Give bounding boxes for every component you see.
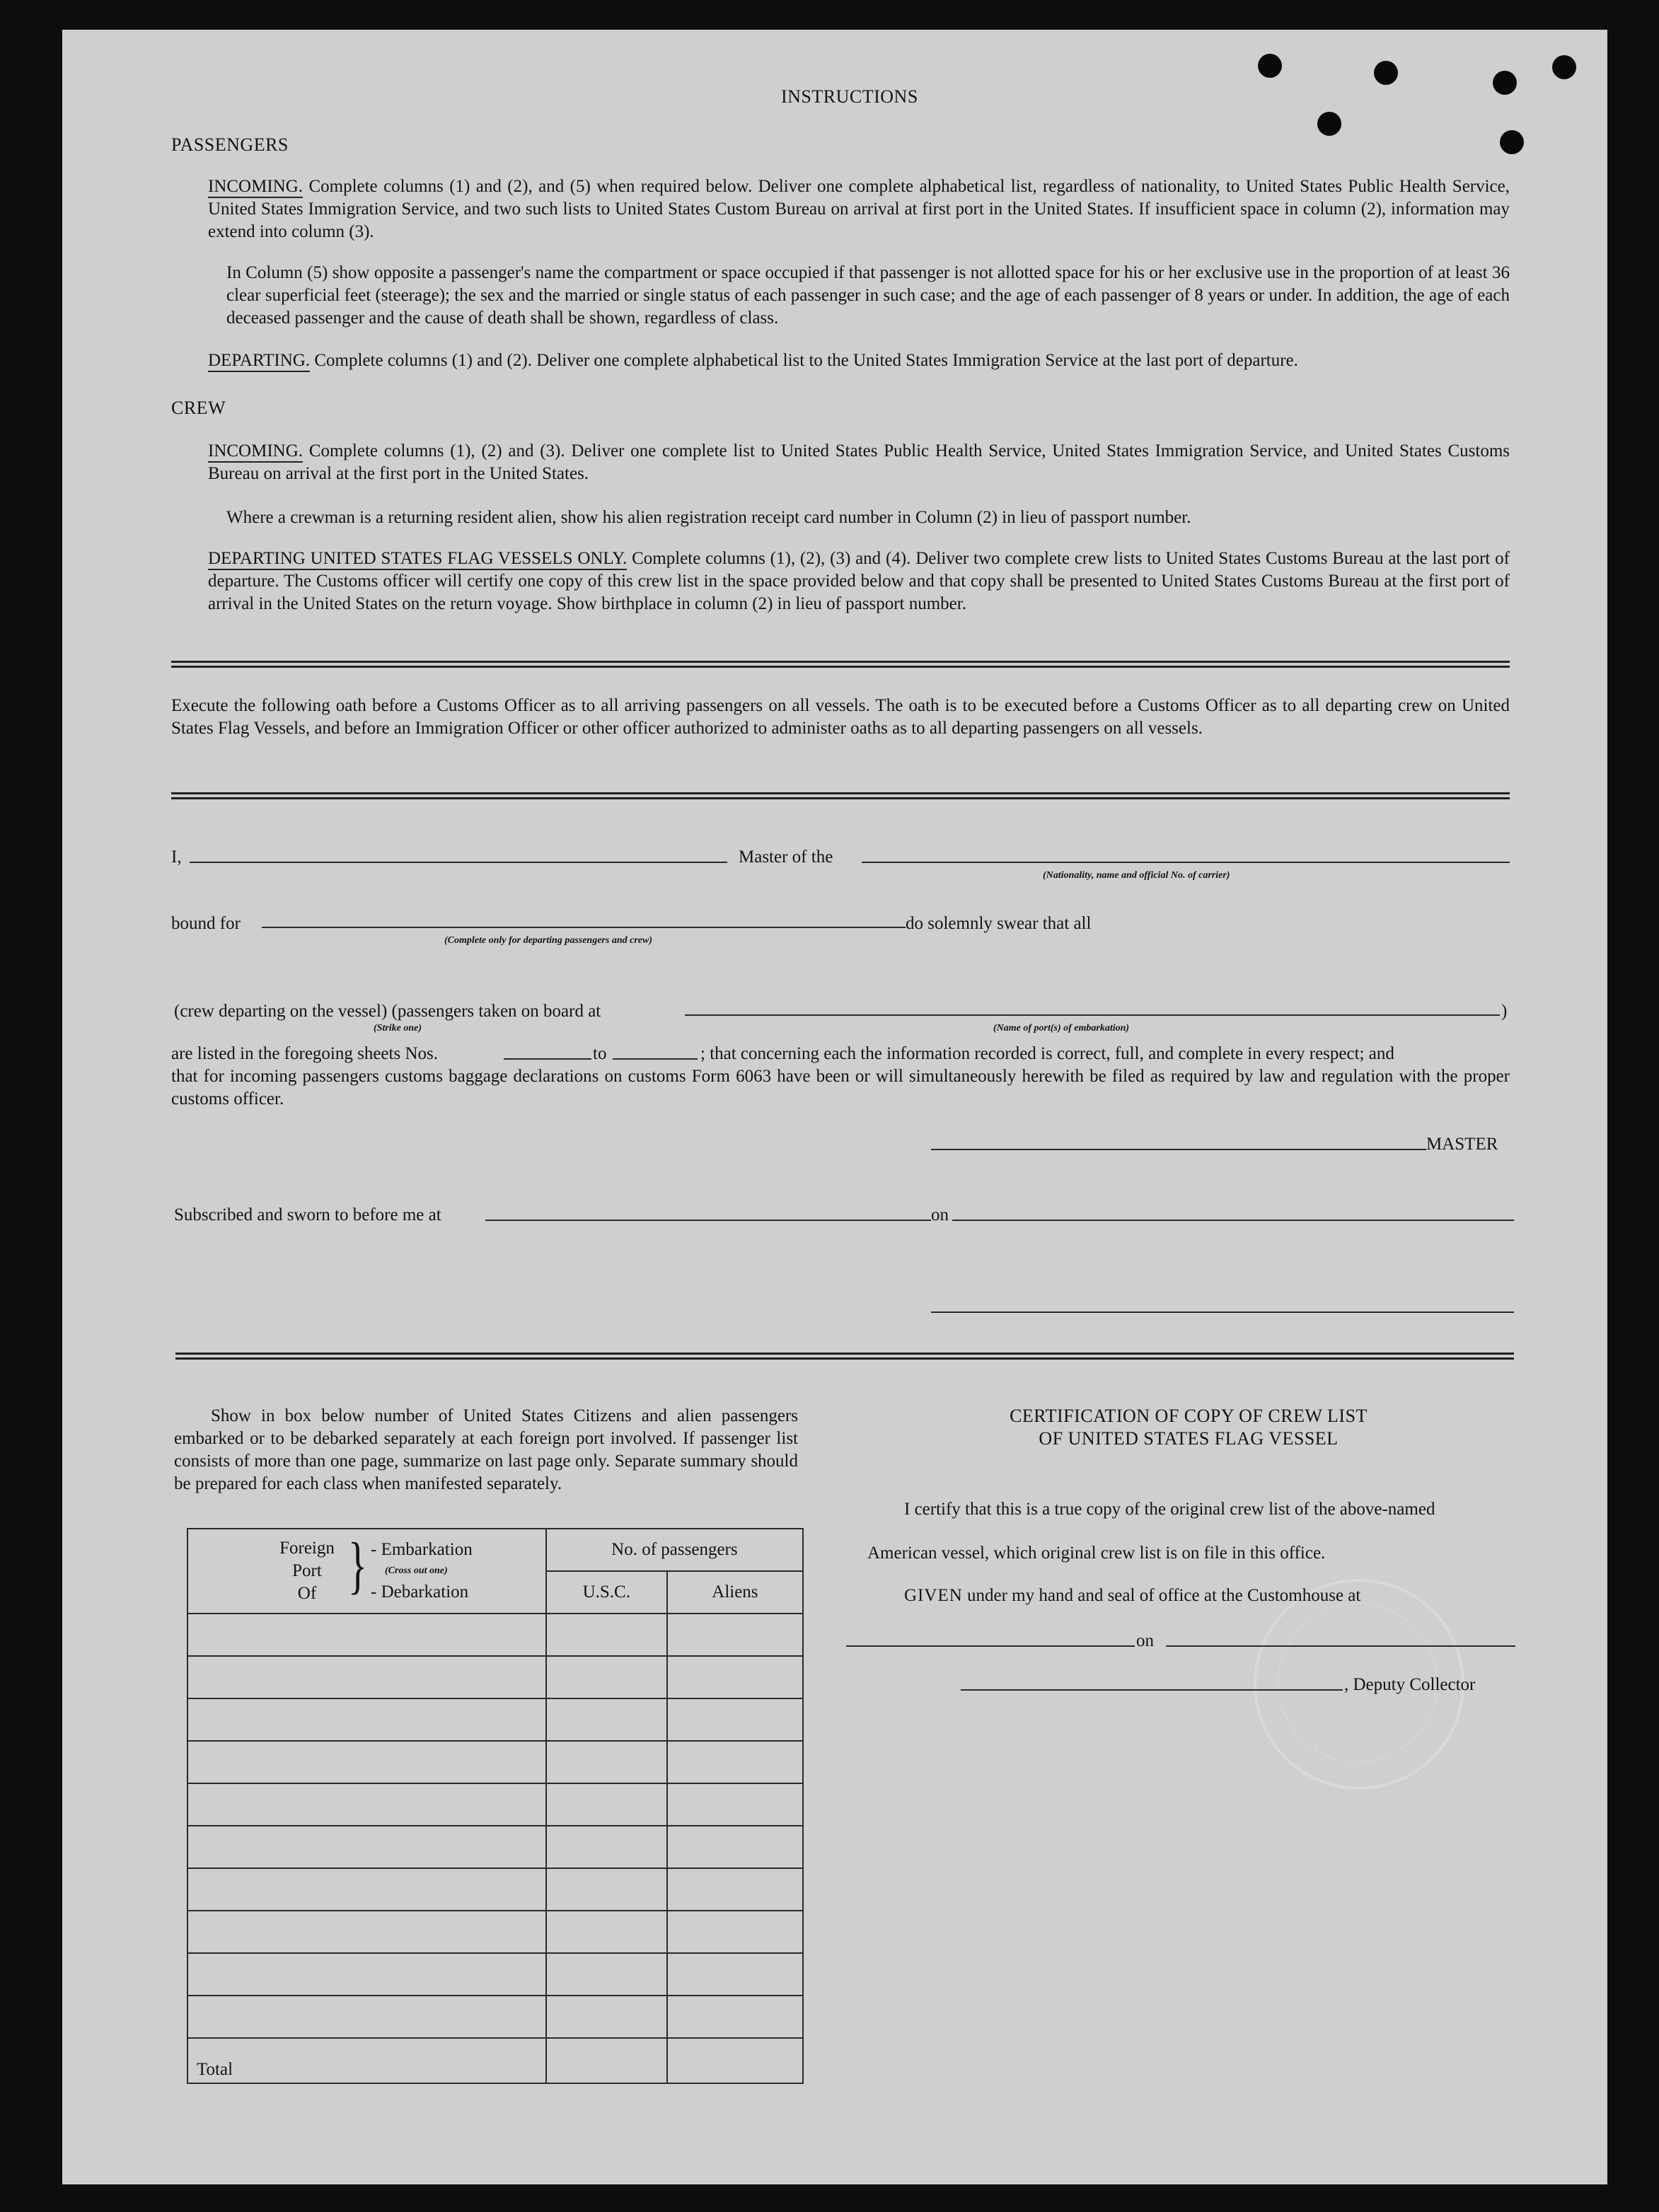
total-row — [187, 2038, 803, 2083]
master-of-label: Master of the — [739, 847, 833, 867]
punch-hole — [1258, 54, 1282, 78]
sheet-from-field[interactable] — [504, 1058, 591, 1060]
no-passengers-header: No. of passengers — [546, 1529, 803, 1571]
of-label: Of — [297, 1584, 317, 1603]
oath-intro: Execute the following oath before a Customs Officer as to all arriving passengers on all vessels. The oath is to be executed before a Customs Officer as to all departing crew on United States Flag Vessels, and before an Immigration Officer or other officer authorized to administer oaths as to all departing passengers on all vessels. — [171, 696, 1510, 738]
table-cell[interactable] — [546, 1826, 667, 1868]
passengers-incoming-paragraph — [208, 175, 1510, 243]
table-cell[interactable] — [187, 1953, 546, 1996]
table-cell[interactable] — [667, 1614, 803, 1656]
section-divider — [171, 661, 1510, 668]
table-cell[interactable] — [667, 1783, 803, 1826]
master-name-field[interactable] — [190, 862, 727, 863]
passengers-incoming-label: INCOMING. — [208, 177, 303, 198]
table-cell[interactable] — [667, 1868, 803, 1911]
table-cell[interactable] — [187, 1996, 546, 2038]
table-cell[interactable] — [546, 1911, 667, 1953]
certification-title — [828, 1405, 1549, 1450]
table-row — [187, 1911, 803, 1953]
crew-incoming-paragraph — [208, 440, 1510, 485]
officer-signature-field[interactable] — [931, 1311, 1514, 1313]
bound-for-field[interactable] — [262, 927, 906, 928]
punch-hole — [1500, 130, 1524, 154]
sworn-date-field[interactable] — [952, 1220, 1514, 1221]
table-row — [187, 1996, 803, 2038]
deputy-signature-field[interactable] — [961, 1689, 1343, 1691]
bound-for-label: bound for — [171, 914, 241, 933]
table-cell[interactable] — [667, 1698, 803, 1741]
crew-incoming-text: Complete columns (1), (2) and (3). Deliver one complete list to United States Public Health Service, United States Immigration Service, and United States Customs Bureau on arrival at the first port in the United States. — [208, 441, 1510, 483]
table-row — [187, 1698, 803, 1741]
total-label: Total — [187, 2038, 546, 2083]
master-signature-field[interactable] — [931, 1149, 1426, 1150]
table-cell[interactable] — [187, 1911, 546, 1953]
punch-hole — [1552, 55, 1576, 79]
table-cell[interactable] — [546, 1996, 667, 2038]
certify-date-field[interactable] — [1166, 1645, 1515, 1647]
table-cell[interactable] — [187, 1614, 546, 1656]
port-label: Port — [292, 1561, 322, 1580]
sworn-on-label: on — [931, 1205, 949, 1224]
punch-hole — [1493, 71, 1517, 95]
bound-caption: (Complete only for departing passengers and crew) — [444, 935, 652, 946]
total-aliens-cell[interactable] — [667, 2038, 803, 2083]
port-embarkation-field[interactable] — [685, 1014, 1500, 1016]
passengers-departing-text: Complete columns (1) and (2). Deliver one complete alphabetical list to the United States Immigration Service at the last port of departure. — [314, 351, 1298, 370]
passengers-heading: PASSENGERS — [171, 134, 289, 155]
table-cell[interactable] — [187, 1741, 546, 1783]
table-row — [187, 1614, 803, 1656]
debarkation-label: - Debarkation — [371, 1582, 469, 1602]
passengers-column5-paragraph: In Column (5) show opposite a passenger's name the compartment or space occupied if that passenger is not allotted space for his or her exclusive use in the proportion of at least 36 clear superficial feet (steerage); the sex and the married or single status of each passenger in such case; and the age of each passenger of 8 years or under. In addition, the age of each deceased passenger and the cause of death shall be shown, regardless of class. — [226, 263, 1510, 328]
crew-departing-paragraph — [208, 548, 1510, 615]
table-cell[interactable] — [546, 1953, 667, 1996]
crew-departing-text: Complete columns (1), (2), (3) and (4). Deliver two complete crew lists to United States Customs Bureau at the last port of departure. The Customs officer will certify one copy of this crew list in the space provided below and that copy shall be presented to United States Customs Bureau at the first port of arrival in the United States on the return voyage. Show birthplace in column (2) in lieu of passport number. — [208, 549, 1510, 613]
swear-text: do solemnly swear that all — [906, 914, 1092, 933]
sheet-to-field[interactable] — [613, 1058, 698, 1060]
punch-hole — [1374, 61, 1398, 85]
table-row — [187, 1656, 803, 1698]
table-cell[interactable] — [667, 1953, 803, 1996]
table-row — [187, 1826, 803, 1868]
embarkation-label: - Embarkation — [371, 1540, 473, 1559]
foreign-port-header-cell — [187, 1529, 546, 1614]
certify-line2: American vessel, which original crew list is on file in this office. — [867, 1544, 1326, 1563]
summary-instructions: Show in box below number of United States Citizens and alien passengers embarked or to be debarked separately at each foreign port involved. If passenger list consists of more than one page, summarize on last page only. Separate summary should be prepared for each class when manifested separately. — [174, 1406, 798, 1493]
table-cell[interactable] — [546, 1868, 667, 1911]
oath-i-label: I, — [171, 847, 182, 867]
given-label: GIVEN — [904, 1586, 963, 1605]
carrier-field[interactable] — [862, 862, 1510, 863]
table-cell[interactable] — [667, 1656, 803, 1698]
close-paren: ) — [1501, 1002, 1508, 1021]
table-cell[interactable] — [546, 1741, 667, 1783]
table-row — [187, 1741, 803, 1783]
table-cell[interactable] — [187, 1656, 546, 1698]
table-cell[interactable] — [546, 1783, 667, 1826]
table-row — [187, 1953, 803, 1996]
deputy-collector-label: , Deputy Collector — [1344, 1675, 1476, 1694]
subscribed-label: Subscribed and sworn to before me at — [174, 1205, 441, 1224]
to-label: to — [593, 1044, 607, 1063]
passengers-incoming-text: Complete columns (1) and (2), and (5) when required below. Deliver one complete alphabetical list, regardless of nationality, to United States Public Health Service, United States Immigration Service, and two such lists to United States Custom Bureau on arrival at first port in the United States. If insufficient space in column (2), information may extend into column (3). — [208, 177, 1510, 241]
listed-text-2: that for incoming passengers customs baggage declarations on customs Form 6063 have been or will simultaneously herewith be filed as required by law and regulation with the proper customs officer. — [171, 1067, 1510, 1108]
passengers-departing-paragraph — [208, 349, 1510, 372]
crew-resident-paragraph: Where a crewman is a returning resident alien, show his alien registration receipt card number in Column (2) in lieu of passport number. — [226, 508, 1191, 527]
punch-hole — [1317, 112, 1341, 136]
certification-title-line2: OF UNITED STATES FLAG VESSEL — [1039, 1428, 1339, 1449]
table-cell[interactable] — [187, 1698, 546, 1741]
sworn-place-field[interactable] — [485, 1220, 931, 1221]
port-caption: (Name of port(s) of embarkation) — [993, 1023, 1130, 1033]
cross-out-caption: (Cross out one) — [385, 1565, 448, 1576]
certify-on-label: on — [1136, 1631, 1154, 1650]
listed-label: are listed in the foregoing sheets Nos. — [171, 1044, 438, 1063]
table-cell[interactable] — [546, 1614, 667, 1656]
table-cell[interactable] — [546, 1698, 667, 1741]
table-row — [187, 1868, 803, 1911]
given-text: under my hand and seal of office at the Customhouse at — [967, 1586, 1361, 1605]
passengers-departing-label: DEPARTING. — [208, 351, 310, 372]
crew-departing-label: DEPARTING UNITED STATES FLAG VESSELS ONLY. — [208, 549, 627, 570]
table-cell[interactable] — [667, 1741, 803, 1783]
carrier-caption: (Nationality, name and official No. of carrier) — [1043, 870, 1230, 881]
table-cell[interactable] — [667, 1996, 803, 2038]
listed-rest: ; that concerning each the information recorded is correct, full, and complete in every respect; and — [700, 1044, 1394, 1063]
section-divider — [175, 1353, 1514, 1360]
passenger-summary-table — [187, 1528, 804, 2084]
crew-passengers-label: (crew departing on the vessel) (passengers taken on board at — [174, 1002, 601, 1021]
customhouse-field[interactable] — [846, 1645, 1135, 1647]
aliens-header: Aliens — [667, 1571, 803, 1614]
table-cell[interactable] — [667, 1826, 803, 1868]
master-label: MASTER — [1426, 1135, 1498, 1154]
table-cell[interactable] — [667, 1911, 803, 1953]
table-cell[interactable] — [187, 1826, 546, 1868]
brace-icon: } — [348, 1531, 367, 1602]
crew-heading: CREW — [171, 398, 226, 418]
given-paragraph — [904, 1585, 1360, 1607]
strike-caption: (Strike one) — [374, 1023, 422, 1033]
table-cell[interactable] — [187, 1783, 546, 1826]
total-usc-cell[interactable] — [546, 2038, 667, 2083]
certify-line1: I certify that this is a true copy of the original crew list of the above-named — [904, 1500, 1435, 1519]
table-row — [187, 1783, 803, 1826]
crew-incoming-label: INCOMING. — [208, 441, 303, 463]
table-cell[interactable] — [187, 1868, 546, 1911]
section-divider — [171, 792, 1510, 799]
instructions-title: INSTRUCTIONS — [781, 86, 918, 107]
usc-header: U.S.C. — [546, 1571, 667, 1614]
table-cell[interactable] — [546, 1656, 667, 1698]
foreign-label: Foreign — [279, 1539, 335, 1558]
certification-title-line1: CERTIFICATION OF COPY OF CREW LIST — [1010, 1406, 1368, 1426]
